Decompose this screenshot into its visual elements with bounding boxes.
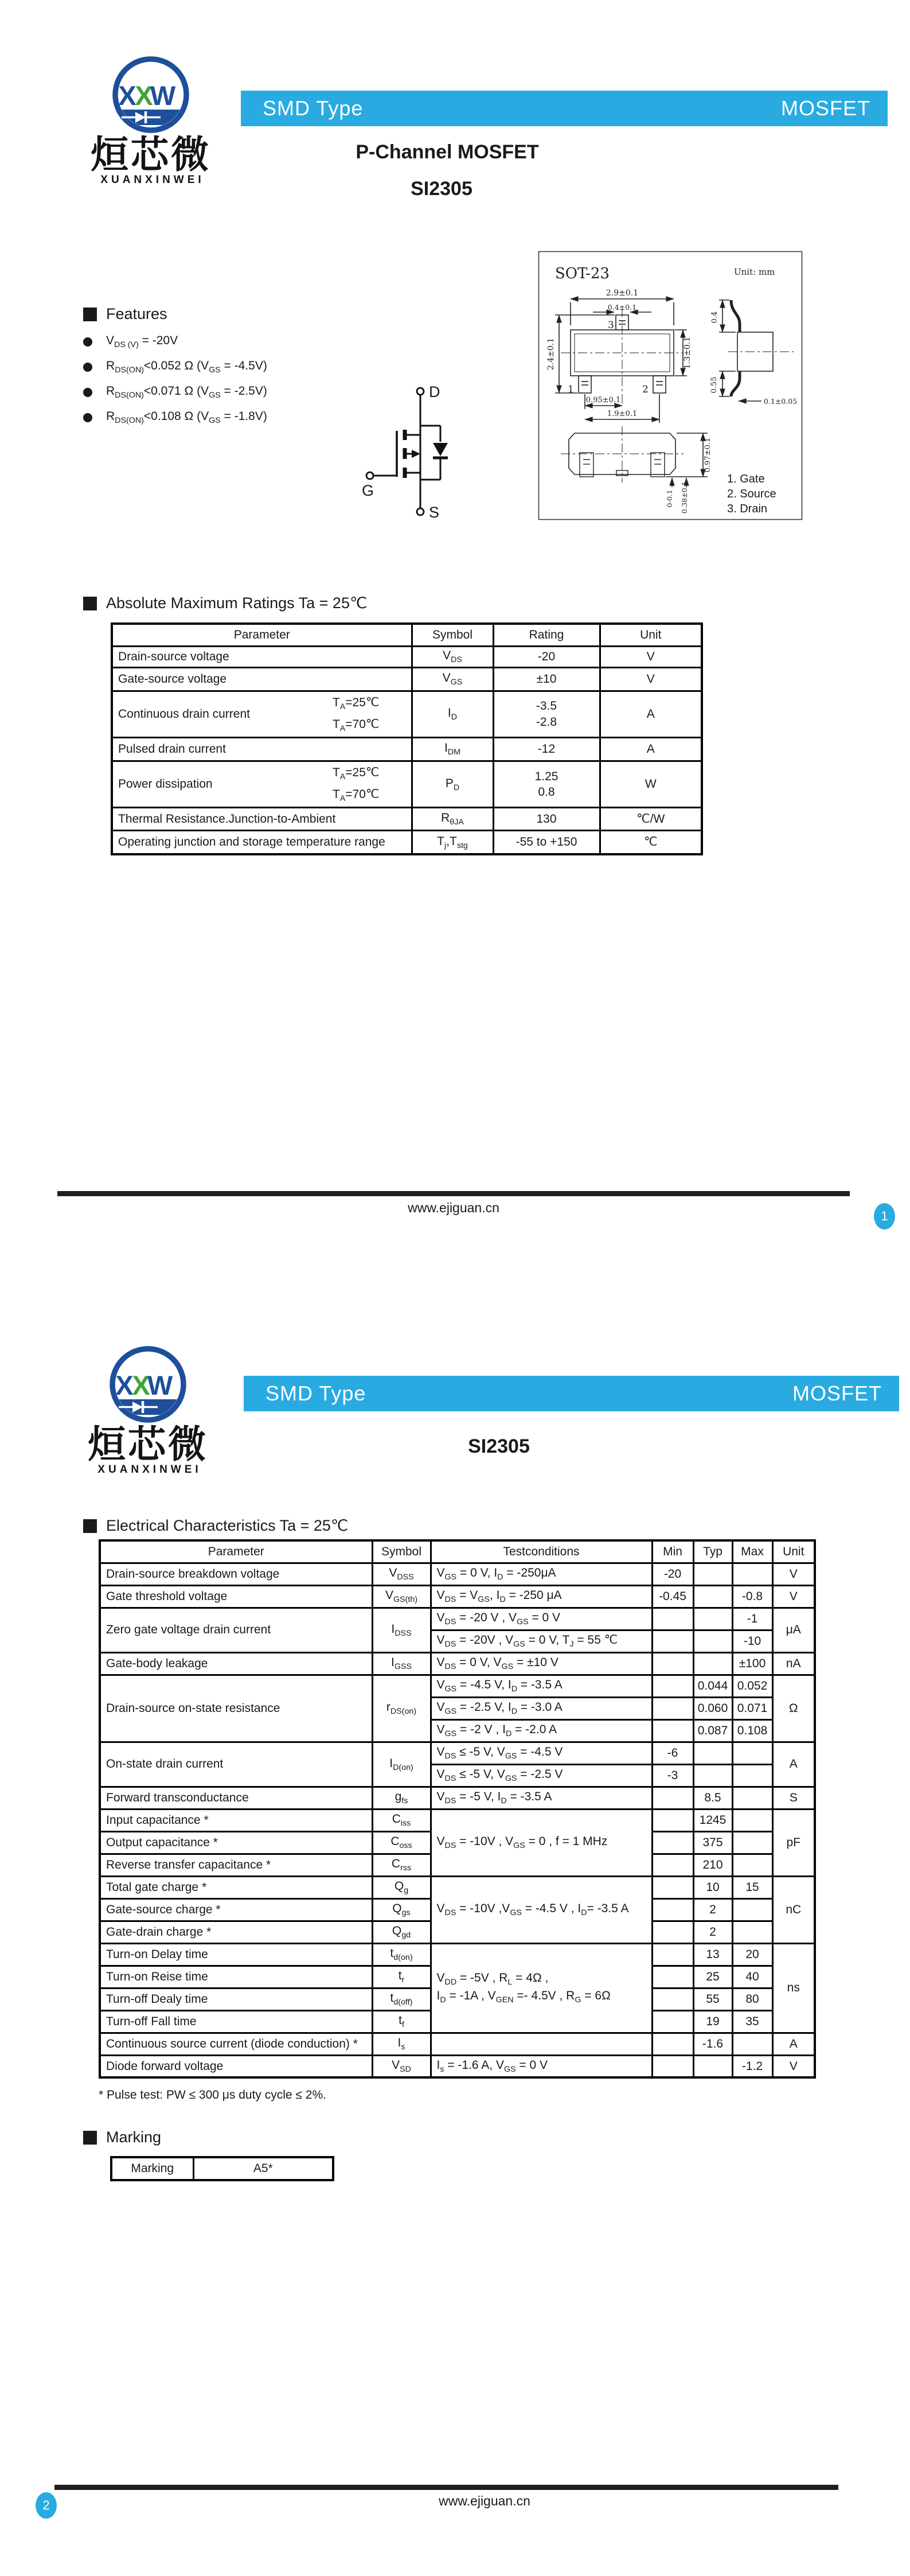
table-row (112, 646, 702, 667)
table-cell: -10 (732, 1630, 772, 1652)
table-cell (652, 1876, 693, 1898)
table-row (100, 1742, 815, 1764)
table-cell (732, 2033, 772, 2055)
table-cell: 35 (732, 2010, 772, 2033)
side-view (719, 300, 794, 401)
company-logo (80, 55, 218, 189)
table-cell: 25 (693, 1966, 732, 1988)
column-header: Symbol (412, 624, 493, 646)
column-header: Max (732, 1540, 772, 1563)
table-cell: $Q_{gd}$ (372, 1921, 431, 1943)
page-title: P-Channel MOSFET (356, 141, 539, 163)
bullet-icon (83, 388, 92, 397)
feature-text: $R_{DS(ON)}<0.071$ Ω $(V_{GS} = -2.5V)$ (106, 384, 267, 400)
table-cell: V (772, 1585, 815, 1608)
header-banner (244, 1376, 899, 1411)
table-cell: nC (772, 1876, 815, 1943)
table-cell: 8.5 (693, 1787, 732, 1809)
table-cell: 13 (693, 1943, 732, 1966)
elec-heading-label: Electrical Characteristics Ta = 25℃ (106, 1517, 349, 1534)
unit-label: Unit: mm (734, 267, 775, 277)
table-row (100, 1652, 815, 1675)
table-cell: $V_{GS} = -4.5$ V, $I_D = -3.5$ A (431, 1675, 652, 1697)
table-cell: ℃/W (600, 808, 702, 831)
company-logo (77, 1344, 215, 1479)
table-cell: $V_{DS} = -20$ V , $V_{GS} = 0$ V (431, 1608, 652, 1630)
dim-pin-width: 0.4±0.1 (607, 303, 637, 312)
table-cell: $V_{GS(th)}$ (372, 1585, 431, 1608)
table-cell: 0.060 (693, 1697, 732, 1719)
elec-heading (83, 1517, 348, 1535)
table-cell (652, 1988, 693, 2010)
drain-terminal (417, 388, 424, 395)
table-cell: -12 (493, 737, 600, 761)
table-cell (693, 1563, 732, 1585)
table-cell: -20 (652, 1563, 693, 1585)
table-cell: $t_{d(on)}$ (372, 1943, 431, 1966)
table-cell: ±100 (732, 1652, 772, 1675)
logo-letter: X (118, 80, 136, 111)
column-header: Typ (693, 1540, 732, 1563)
table-row (100, 1563, 815, 1585)
header-row (100, 1540, 815, 1563)
table-cell (693, 2055, 732, 2077)
dim-lead-bottom: 0.55 (710, 376, 718, 394)
table-cell (732, 1742, 772, 1764)
brand-name-cn: 烜芯微 (91, 133, 211, 176)
section-marker-icon (83, 597, 97, 610)
feature-text: $R_{DS(ON)}<0.052$ Ω $(V_{GS} = -4.5V)$ (106, 359, 267, 375)
table-cell: $V_{DSS}$ (372, 1563, 431, 1585)
table-cell: 0.108 (732, 1719, 772, 1742)
table-cell: Gate-drain charge * (100, 1921, 372, 1943)
footer-url: www.ejiguan.cn (408, 1200, 499, 1215)
table-cell: -3.5 -2.8 (493, 691, 600, 737)
mosfet-symbol-lines (366, 388, 440, 515)
table-cell: 1245 (693, 1809, 732, 1831)
features-heading-label: Features (106, 305, 167, 322)
table-cell: Output capacitance * (100, 1831, 372, 1854)
table-cell: $I_{GSS}$ (372, 1652, 431, 1675)
marking-heading (83, 2128, 161, 2146)
table-cell (652, 1608, 693, 1630)
table-cell: A (600, 737, 702, 761)
table-cell: $V_{GS} = 0$ V, $I_D = -250\mu A$ (431, 1563, 652, 1585)
table-cell: Drain-source on-state resistance (100, 1675, 372, 1742)
features-heading (83, 305, 167, 323)
source-terminal (417, 508, 424, 515)
table-cell: 15 (732, 1876, 772, 1898)
column-header: Parameter (112, 624, 412, 646)
table-cell: 10 (693, 1876, 732, 1898)
table-row (112, 831, 702, 854)
pin-3-label: 3 (608, 320, 614, 331)
table-cell: 210 (693, 1854, 732, 1876)
table-cell: 0.052 (732, 1675, 772, 1697)
table-cell: $V_{GS} = -2.5$ V, $I_D = -3.0$ A (431, 1697, 652, 1719)
table-cell: 375 (693, 1831, 732, 1854)
column-header: Min (652, 1540, 693, 1563)
table-cell: Drain-source breakdown voltage (100, 1563, 372, 1585)
table-cell (652, 1854, 693, 1876)
table-cell: Forward transconductance (100, 1787, 372, 1809)
brand-name-en: XUANXINWEI (100, 174, 205, 186)
table-cell (431, 2033, 652, 2055)
marking-label-cell: Marking (111, 2157, 193, 2180)
table-row (112, 808, 702, 831)
table-cell (652, 1719, 693, 1742)
column-header: Parameter (100, 1540, 372, 1563)
dim-overall-height: 2.4±0.1 (546, 337, 556, 371)
table-cell: -1.2 (732, 2055, 772, 2077)
table-cell: $Q_{gs}$ (372, 1898, 431, 1921)
bullet-icon (83, 413, 92, 422)
channel-arrow-icon (412, 450, 420, 458)
marking-heading-label: Marking (106, 2128, 162, 2146)
table-cell (693, 1585, 732, 1608)
table-cell: Zero gate voltage drain current (100, 1608, 372, 1652)
table-cell: $I_s$ (372, 2033, 431, 2055)
logo-letter: X (135, 80, 153, 111)
section-marker-icon (83, 308, 97, 321)
mosfet-symbol (343, 374, 475, 529)
body-diode-icon (433, 443, 448, 456)
bullet-icon (83, 363, 92, 372)
pulse-test-note: * Pulse test: PW ≤ 300 μs duty cycle ≤ 2%. (99, 2088, 326, 2102)
drain-label: D (429, 383, 440, 400)
table-cell: $V_{DD} = -5V$ , $R_L = 4\Omega$ , $I_D = -1A$ , $V_{GEN} =- 4.5V$ , $R_G = 6\Omega$ (431, 1943, 652, 2033)
elec-table (99, 1539, 816, 2079)
bullet-icon (83, 337, 92, 347)
table-cell (652, 1898, 693, 1921)
table-cell (732, 1854, 772, 1876)
table-cell: V (600, 646, 702, 667)
legend-drain: 3. Drain (727, 503, 768, 515)
footer-rule (54, 2485, 838, 2490)
gate-terminal (366, 472, 373, 479)
table-row (100, 1943, 815, 1966)
table-cell: $C_{iss}$ (372, 1809, 431, 1831)
table-cell: $V_{DS} \le -5$ V, $V_{GS} = -4.5$ V (431, 1742, 652, 1764)
table-cell: Gate-source voltage (112, 667, 412, 691)
table-cell: A (600, 691, 702, 737)
table-cell: V (772, 2055, 815, 2077)
table-cell (693, 1764, 732, 1787)
table-cell: Drain-source voltage (112, 646, 412, 667)
table-cell (652, 1630, 693, 1652)
table-cell: Thermal Resistance.Junction-to-Ambient (112, 808, 412, 831)
table-cell (652, 2055, 693, 2077)
table-cell (693, 1652, 732, 1675)
table-cell: $I_D$ (412, 691, 493, 737)
dim-lead-top: 0.4 (710, 311, 719, 324)
column-header: Symbol (372, 1540, 431, 1563)
banner-right-label: MOSFET (792, 1382, 882, 1405)
page-number-badge: 2 (36, 2492, 57, 2519)
table-cell: ns (772, 1943, 815, 2033)
table-cell (652, 1921, 693, 1943)
part-number: SI2305 (411, 178, 472, 200)
table-cell: $t_{d(off)}$ (372, 1988, 431, 2010)
table-cell: -0.45 (652, 1585, 693, 1608)
table-cell: A (772, 2033, 815, 2055)
table-cell: 130 (493, 808, 600, 831)
table-cell: 19 (693, 2010, 732, 2033)
dim-body-height: 1.3±0.1 (683, 336, 692, 369)
table-cell: 0.087 (693, 1719, 732, 1742)
table-row (112, 737, 702, 761)
feature-text: $R_{DS(ON)}<0.108$ Ω $(V_{GS} = -1.8V)$ (106, 410, 267, 426)
table-cell: -55 to +150 (493, 831, 600, 854)
legend-source: 2. Source (727, 488, 776, 500)
table-cell: $I_{D(on)}$ (372, 1742, 431, 1787)
table-cell: Power dissipation $T_A=25℃$ $T_A=70℃$ (112, 761, 412, 807)
logo-letter: W (147, 1370, 173, 1400)
table-cell: $Q_g$ (372, 1876, 431, 1898)
table-cell: $t_f$ (372, 2010, 431, 2033)
table-cell: $t_r$ (372, 1966, 431, 1988)
column-header: Rating (493, 624, 600, 646)
table-cell: Turn-off Fall time (100, 2010, 372, 2033)
table-cell: 80 (732, 1988, 772, 2010)
table-cell: $I_{DSS}$ (372, 1608, 431, 1652)
feature-text: $V_{DS (V)} = -20V$ (106, 334, 178, 350)
table-cell (652, 1966, 693, 1988)
part-number: SI2305 (468, 1435, 530, 1457)
banner-right-label: MOSFET (781, 96, 870, 120)
table-cell: $C_{rss}$ (372, 1854, 431, 1876)
table-row (112, 691, 702, 737)
table-cell: 20 (732, 1943, 772, 1966)
table-cell: 2 (693, 1898, 732, 1921)
top-view (555, 299, 687, 423)
table-row (100, 2055, 815, 2077)
table-cell: Diode forward voltage (100, 2055, 372, 2077)
table-cell: Turn-off Dealy time (100, 1988, 372, 2010)
logo-letter: W (150, 80, 176, 111)
header-row (112, 624, 702, 646)
dim-lead-width: 0.38±0.1 (681, 481, 689, 513)
table-cell: $V_{SD}$ (372, 2055, 431, 2077)
table-cell: $V_{DS}$ (412, 646, 493, 667)
brand-name-cn: 烜芯微 (88, 1423, 208, 1465)
table-cell (652, 1675, 693, 1697)
table-cell: $R_{\theta JA}$ (412, 808, 493, 831)
table-cell: pF (772, 1809, 815, 1876)
table-cell: 1.25 0.8 (493, 761, 600, 807)
table-cell: Operating junction and storage temperature range (112, 831, 412, 854)
banner-left-label: SMD Type (265, 1382, 366, 1405)
table-cell: -0.8 (732, 1585, 772, 1608)
table-cell (732, 1898, 772, 1921)
table-cell: 0.044 (693, 1675, 732, 1697)
table-cell (693, 1608, 732, 1630)
table-cell: S (772, 1787, 815, 1809)
table-cell: -20 (493, 646, 600, 667)
table-cell (693, 1742, 732, 1764)
table-row (112, 667, 702, 691)
abs-max-table (111, 622, 703, 855)
table-cell: V (772, 1563, 815, 1585)
dim-height: 0.97±0.1 (704, 437, 712, 473)
table-cell: $V_{DS} \le -5$ V, $V_{GS} = -2.5$ V (431, 1764, 652, 1787)
table-cell (732, 1764, 772, 1787)
table-row (100, 1608, 815, 1630)
table-cell (732, 1563, 772, 1585)
table-cell: nA (772, 1652, 815, 1675)
table-cell: A (772, 1742, 815, 1787)
marking-value-cell: A5* (193, 2157, 333, 2180)
table-cell: Continuous drain current $T_A=25℃$ $T_A=70℃$ (112, 691, 412, 737)
table-cell: 2 (693, 1921, 732, 1943)
table-cell: $P_D$ (412, 761, 493, 807)
table-cell: $C_{oss}$ (372, 1831, 431, 1854)
table-row (100, 2033, 815, 2055)
table-cell (693, 1630, 732, 1652)
table-cell: -6 (652, 1742, 693, 1764)
section-marker-icon (83, 1519, 97, 1533)
banner-left-label: SMD Type (263, 96, 364, 120)
table-cell: Continuous source current (diode conduction) * (100, 2033, 372, 2055)
table-cell: Pulsed drain current (112, 737, 412, 761)
table-cell: W (600, 761, 702, 807)
page-number-badge: 1 (874, 1203, 895, 1229)
table-cell: Gate-source charge * (100, 1898, 372, 1921)
feature-item (83, 329, 427, 355)
table-cell: Ω (772, 1675, 815, 1742)
table-cell: μA (772, 1608, 815, 1652)
pin-2-label: 2 (642, 384, 649, 395)
table-cell (732, 1921, 772, 1943)
table-cell: $I_{DM}$ (412, 737, 493, 761)
table-cell (652, 1697, 693, 1719)
table-cell (652, 1787, 693, 1809)
table-cell: Reverse transfer capacitance * (100, 1854, 372, 1876)
table-cell (652, 1652, 693, 1675)
brand-name-en: XUANXINWEI (97, 1464, 202, 1476)
gate-label: G (362, 482, 374, 499)
table-cell: Total gate charge * (100, 1876, 372, 1898)
table-cell: Gate threshold voltage (100, 1585, 372, 1608)
table-row (100, 1809, 815, 1831)
table-cell: Gate-body leakage (100, 1652, 372, 1675)
section-marker-icon (83, 2131, 97, 2145)
marking-table (110, 2156, 334, 2181)
logo-letter: X (115, 1370, 134, 1400)
table-row (100, 1787, 815, 1809)
header-banner (241, 91, 888, 126)
table-cell: 40 (732, 1966, 772, 1988)
dim-lead-thickness: 0.1±0.05 (764, 397, 798, 406)
table-cell: -1 (732, 1608, 772, 1630)
footer-rule (57, 1191, 850, 1196)
table-cell: ±10 (493, 667, 600, 691)
table-cell: -1.6 (693, 2033, 732, 2055)
table-cell: $V_{DS} = -5$ V, $I_D = -3.5$ A (431, 1787, 652, 1809)
table-cell: $I_s = -1.6$ A, $V_{GS} = 0$ V (431, 2055, 652, 2077)
table-row (100, 1876, 815, 1898)
pin-1-label: 1 (568, 384, 574, 395)
dim-pitch: 0.95±0.1 (585, 396, 621, 404)
table-row (112, 761, 702, 807)
table-cell: Turn-on Reise time (100, 1966, 372, 1988)
package-drawing (538, 251, 803, 520)
table-cell (732, 1809, 772, 1831)
column-header: Unit (600, 624, 702, 646)
table-cell: $T_j,T_{stg}$ (412, 831, 493, 854)
table-cell: 0.071 (732, 1697, 772, 1719)
table-cell: $V_{GS} = -2$ V , $I_D = -2.0$ A (431, 1719, 652, 1742)
abs-max-heading (83, 594, 367, 612)
table-cell: ℃ (600, 831, 702, 854)
dim-standoff: 0-0.1 (666, 489, 674, 508)
table-cell (652, 1943, 693, 1966)
table-row (100, 1675, 815, 1697)
table-cell: $V_{DS} = -10V$ , $V_{GS} = 0$ , f = 1 MHz (431, 1809, 652, 1876)
table-cell: Turn-on Delay time (100, 1943, 372, 1966)
footer-url: www.ejiguan.cn (439, 2493, 530, 2508)
table-cell: V (600, 667, 702, 691)
table-cell: $V_{DS} = 0$ V, $V_{GS} = \pm 10$ V (431, 1652, 652, 1675)
table-cell: $V_{DS} = -10V$ $,V_{GS} = -4.5$ V , $I_D= -3.5$ A (431, 1876, 652, 1943)
table-cell: 55 (693, 1988, 732, 2010)
table-cell: $g_{fs}$ (372, 1787, 431, 1809)
abs-max-heading-label: Absolute Maximum Ratings Ta = 25℃ (106, 594, 368, 612)
logo-letter: X (132, 1370, 150, 1400)
table-cell: $r_{DS(on)}$ (372, 1675, 431, 1742)
table-cell (652, 1831, 693, 1854)
table-cell (732, 1831, 772, 1854)
table-cell: -3 (652, 1764, 693, 1787)
table-cell: Input capacitance * (100, 1809, 372, 1831)
package-name: SOT-23 (555, 265, 610, 282)
legend-gate: 1. Gate (727, 473, 765, 485)
table-cell (652, 2033, 693, 2055)
table-cell (652, 2010, 693, 2033)
bottom-view (561, 426, 708, 487)
column-header: Unit (772, 1540, 815, 1563)
table-cell: On-state drain current (100, 1742, 372, 1787)
table-cell (652, 1809, 693, 1831)
table-cell: $V_{DS} = -20V$ , $V_{GS} = 0$ V, $T_J = 55$ ℃ (431, 1630, 652, 1652)
table-cell: $V_{DS} = V_{GS}$, $I_D = -250$ μA (431, 1585, 652, 1608)
column-header: Testconditions (431, 1540, 652, 1563)
dim-body-width: 2.9±0.1 (606, 289, 639, 298)
source-label: S (429, 504, 440, 521)
table-cell: $V_{GS}$ (412, 667, 493, 691)
table-cell (732, 1787, 772, 1809)
dim-span: 1.9±0.1 (607, 410, 638, 418)
table-row (100, 1585, 815, 1608)
